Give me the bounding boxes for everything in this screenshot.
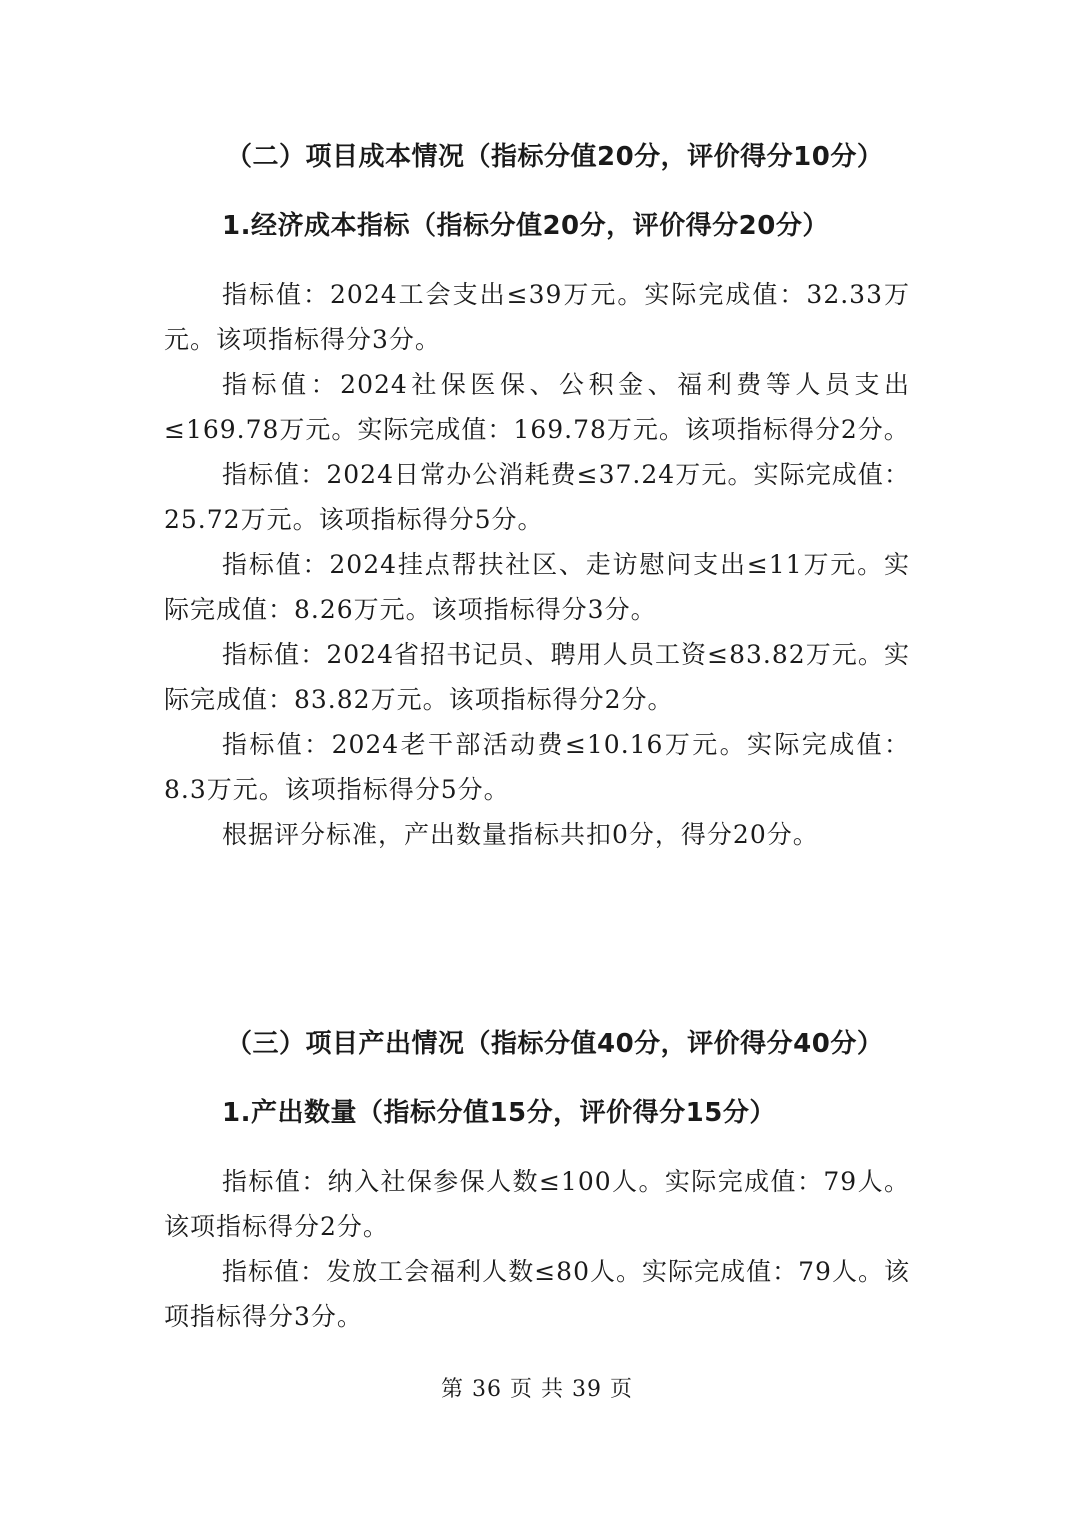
subsection-heading-output-quantity: 1.产出数量（指标分值15分，评价得分15分） [222,1098,776,1128]
section-output-body [164,1159,910,1339]
paragraph: 指标值：2024老干部活动费≤10.16万元。实际完成值：8.3万元。该项指标得分5分。 [164,730,910,804]
paragraph-summary: 根据评分标准，产出数量指标共扣0分，得分20分。 [222,820,819,849]
subsection-heading-economic-cost: 1.经济成本指标（指标分值20分，评价得分20分） [222,211,829,241]
section-cost-body [164,272,910,857]
page-footer: 第 36 页 共 39 页 [441,1377,633,1402]
paragraph: 指标值：2024省招书记员、聘用人员工资≤83.82万元。实际完成值：83.82万元。该项指标得分2分。 [164,640,910,714]
paragraph: 指标值：2024社保医保、公积金、福利费等人员支出≤169.78万元。实际完成值：169.78万元。该项指标得分2分。 [164,370,910,444]
paragraph: 指标值：2024工会支出≤39万元。实际完成值：32.33万元。该项指标得分3分。 [164,280,910,354]
section-heading-output: （三）项目产出情况（指标分值40分，评价得分40分） [226,1029,884,1059]
paragraph: 指标值：纳入社保参保人数≤100人。实际完成值：79人。该项指标得分2分。 [164,1167,910,1241]
section-heading-cost: （二）项目成本情况（指标分值20分，评价得分10分） [226,142,884,172]
paragraph: 指标值：发放工会福利人数≤80人。实际完成值：79人。该项指标得分3分。 [164,1257,910,1331]
paragraph: 指标值：2024日常办公消耗费≤37.24万元。实际完成值：25.72万元。该项指标得分5分。 [164,460,910,534]
paragraph: 指标值：2024挂点帮扶社区、走访慰问支出≤11万元。实际完成值：8.26万元。该项指标得分3分。 [164,550,910,624]
